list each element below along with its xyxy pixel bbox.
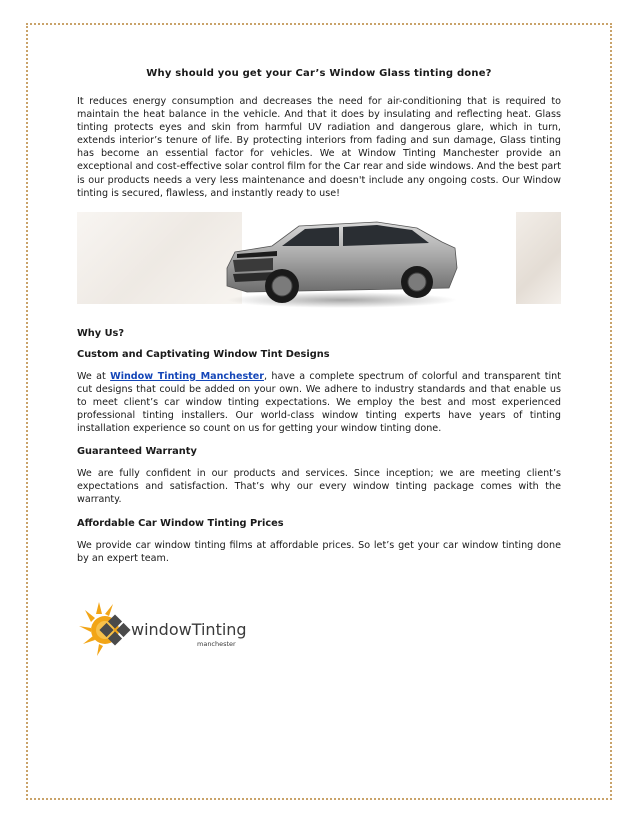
page-title: Why should you get your Car’s Window Glass tinting done? (146, 68, 492, 79)
warranty-paragraph: We are fully confident in our products and services. Since inception; we are meeting client’s expectations and satisfaction. That’s why our every window tinting package comes with the warranty. (77, 468, 561, 506)
suv-illustration (77, 208, 561, 308)
window-tinting-manchester-link[interactable]: Window Tinting Manchester (110, 370, 264, 382)
prices-paragraph: We provide car window tinting films at affordable prices. So let’s get your car window tinting done by an expert team. (77, 539, 561, 564)
logo-name: windowTinting (131, 620, 247, 639)
document-content (77, 68, 561, 576)
custom-designs-paragraph (77, 370, 561, 435)
intro-paragraph: It reduces energy consumption and decreases the need for air-conditioning that is required to maintain the heat balance in the vehicle. And that it does by insulating and reflecting heat. Glass tinting protects eyes and skin from harmful UV radiation and dangerous glare, which in turn, extends interior’s tenure of life. By protecting interiors from fading and sun damage, Glass tinting has become an essential factor for vehicles. We at Window Tinting Manchester provide an exceptional and cost-effective solar control film for the Car rear and side windows. And the best part is our products needs a very less maintenance and doesn't include any ongoing costs. Our Window tinting is secured, flawless, and instantly ready to use! (77, 96, 561, 199)
logo-subtitle: manchester (197, 640, 236, 648)
why-us-heading: Why Us? (77, 327, 125, 339)
custom-text-after: , have a complete spectrum of colorful and transparent tint cut designs that could be added on your own. We adhere to industry standards and that enable us to meet client’s car window tinting expectations. We employ the best and most experienced professional tinting installers. Our world-class window tinting experts have years of tinting installation experience so count on us for getting your window tinting done. (77, 370, 561, 435)
prices-heading: Affordable Car Window Tinting Prices (77, 517, 284, 529)
warranty-heading: Guaranteed Warranty (77, 446, 197, 458)
logo-graphic (77, 596, 249, 664)
custom-text-before: We at (77, 370, 111, 382)
car-image (77, 208, 561, 308)
window-tinting-logo (77, 596, 249, 664)
custom-designs-heading: Custom and Captivating Window Tint Designs (77, 348, 330, 360)
